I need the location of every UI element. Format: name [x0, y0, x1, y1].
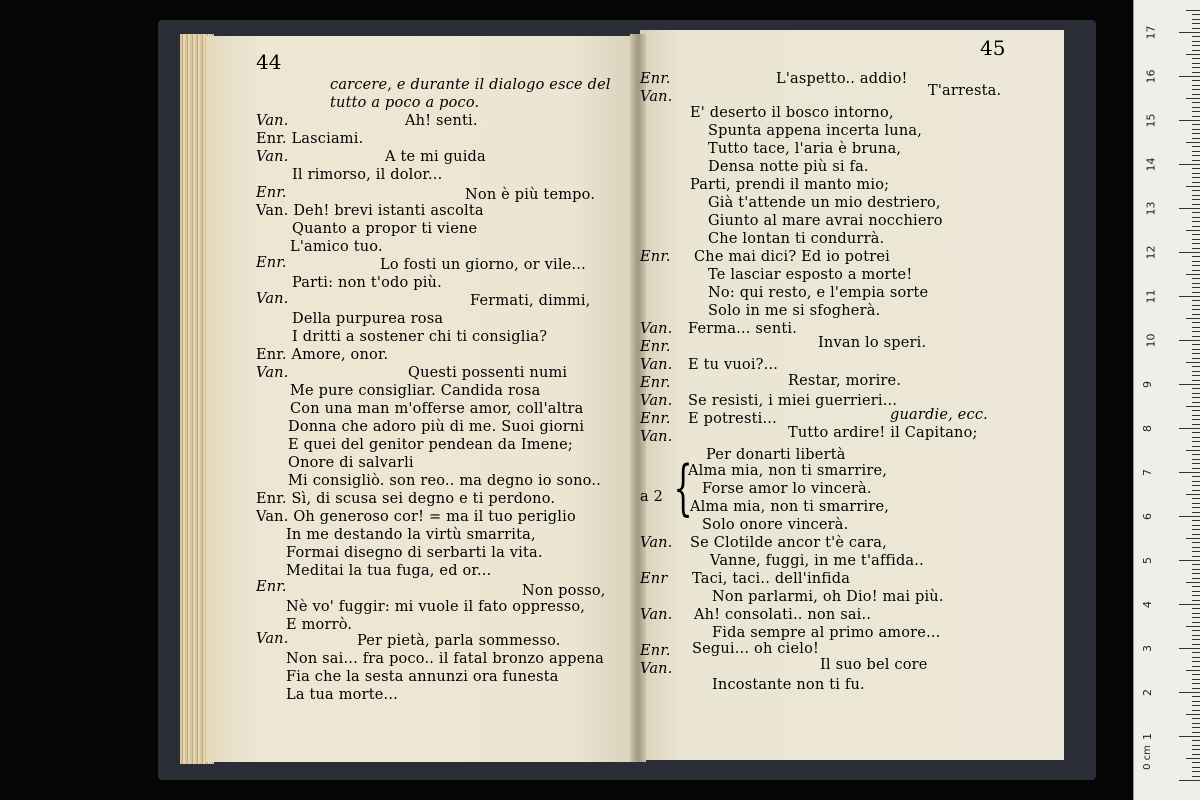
ruler-number: 11	[1144, 289, 1158, 304]
ruler-tick	[1179, 780, 1200, 781]
ruler-tick	[1186, 98, 1200, 99]
ruler-tick	[1192, 50, 1200, 51]
ruler-number: 2	[1141, 689, 1154, 696]
left_page-text-line: Il rimorso, il dolor...	[292, 167, 443, 183]
ruler-tick	[1192, 107, 1200, 108]
ruler-tick	[1192, 446, 1200, 447]
ruler-tick	[1192, 283, 1200, 284]
ruler-tick	[1192, 754, 1200, 755]
left_page-text-line: Van. Deh! brevi istanti ascolta	[256, 203, 484, 219]
ruler-tick	[1186, 582, 1200, 583]
right_page-text-line: Alma mia, non ti smarrire,	[690, 499, 890, 515]
ruler-tick	[1179, 208, 1200, 209]
right_page-text-line: E potresti...	[688, 411, 777, 427]
ruler-tick	[1192, 454, 1200, 455]
left_page-text-line: Van.	[256, 291, 289, 307]
ruler-tick	[1192, 415, 1200, 416]
ruler-tick	[1192, 503, 1200, 504]
ruler-tick	[1186, 274, 1200, 275]
ruler-tick	[1192, 221, 1200, 222]
ruler-tick	[1192, 551, 1200, 552]
left_page-text-line: Quanto a propor ti viene	[292, 221, 478, 237]
ruler-tick	[1192, 564, 1200, 565]
ruler-tick	[1192, 204, 1200, 205]
ruler-tick	[1192, 732, 1200, 733]
ruler-tick	[1192, 14, 1200, 15]
ruler-tick	[1179, 604, 1200, 605]
ruler-tick	[1192, 94, 1200, 95]
left_page-text-line: Della purpurea rosa	[292, 311, 444, 327]
ruler-tick	[1192, 124, 1200, 125]
right_page-text-line: Restar, morire.	[788, 373, 902, 389]
ruler-tick	[1186, 758, 1200, 759]
left_page-text-line: In me destando la virtù smarrita,	[286, 527, 536, 543]
ruler-tick	[1192, 173, 1200, 174]
ruler-number: 1	[1141, 733, 1154, 740]
left_page-text-line: Enr.	[256, 185, 287, 201]
ruler-tick	[1192, 102, 1200, 103]
ruler-tick	[1192, 45, 1200, 46]
ruler-tick	[1192, 573, 1200, 574]
left_page-text-line: tutto a poco a poco.	[330, 95, 480, 111]
ruler-tick	[1192, 327, 1200, 328]
ruler-tick	[1192, 727, 1200, 728]
left_page-text-line: Ah! senti.	[405, 113, 478, 129]
duet-label: a 2	[640, 489, 664, 505]
ruler-tick	[1192, 701, 1200, 702]
left_page-text-line: E quei del genitor pendean da Imene;	[288, 437, 573, 453]
ruler-tick	[1192, 476, 1200, 477]
ruler-tick	[1179, 120, 1200, 121]
ruler-tick	[1192, 138, 1200, 139]
left_page-text-line: Fia che la sesta annunzi ora funesta	[286, 669, 559, 685]
left_page-text-line: Enr.	[256, 579, 287, 595]
ruler-tick	[1192, 613, 1200, 614]
ruler-tick	[1192, 397, 1200, 398]
ruler-tick	[1192, 358, 1200, 359]
ruler-tick	[1192, 622, 1200, 623]
right_page-text-line: Se Clotilde ancor t'è cara,	[690, 535, 887, 551]
ruler-tick	[1192, 468, 1200, 469]
ruler-tick	[1192, 234, 1200, 235]
left_page-text-line: Parti: non t'odo più.	[292, 275, 442, 291]
ruler-tick	[1192, 490, 1200, 491]
ruler-tick	[1192, 80, 1200, 81]
ruler-tick	[1192, 688, 1200, 689]
right_page-text-line: Enr.	[640, 411, 671, 427]
ruler-tick	[1192, 67, 1200, 68]
right_page-text-line: Enr.	[640, 643, 671, 659]
ruler-tick	[1192, 217, 1200, 218]
left_page-text-line: Donna che adoro più di me. Suoi giorni	[288, 419, 585, 435]
ruler-number: 17	[1144, 25, 1158, 40]
left_page-text-line: Meditai la tua fuga, ed or...	[286, 563, 492, 579]
left_page-text-line: La tua morte...	[286, 687, 398, 703]
right_page-text-line: Se resisti, i miei guerrieri...	[688, 393, 898, 409]
left_page-text-line: A te mi guida	[385, 149, 486, 165]
right_page-text-line: Già t'attende un mio destriero,	[708, 195, 941, 211]
ruler-tick	[1192, 28, 1200, 29]
ruler-tick	[1192, 344, 1200, 345]
right_page-text-line: Segui... oh cielo!	[692, 641, 820, 657]
ruler-tick	[1192, 199, 1200, 200]
ruler-tick	[1192, 322, 1200, 323]
ruler-tick	[1192, 424, 1200, 425]
ruler-tick	[1179, 76, 1200, 77]
right_page-text-line: Vanne, fuggi, in me t'affida..	[710, 553, 924, 569]
right_page-text-line: Van.	[640, 357, 673, 373]
left_page-text-line: Non è più tempo.	[465, 187, 596, 203]
ruler-tick	[1192, 287, 1200, 288]
right_page-text-line: Enr	[640, 571, 668, 587]
ruler-tick	[1192, 749, 1200, 750]
ruler-tick	[1192, 41, 1200, 42]
right_page-text-line: Per donarti libertà	[706, 447, 846, 463]
ruler-tick	[1192, 190, 1200, 191]
left_page-text-line: Enr. Sì, di scusa sei degno e ti perdono.	[256, 491, 556, 507]
right_page-text-line: Van.	[640, 89, 673, 105]
ruler-tick	[1192, 239, 1200, 240]
right_page-text-line: Te lasciar esposto a morte!	[708, 267, 913, 283]
ruler-tick	[1192, 481, 1200, 482]
ruler-tick	[1192, 419, 1200, 420]
right_page-text-line: Van.	[640, 535, 673, 551]
ruler-tick	[1192, 116, 1200, 117]
right_page-text-line: Enr.	[640, 339, 671, 355]
ruler-tick	[1186, 142, 1200, 143]
left_page-text-line: Fermati, dimmi,	[470, 293, 591, 309]
ruler-unit-label: 0 cm	[1141, 745, 1153, 770]
ruler-tick	[1192, 745, 1200, 746]
ruler-tick	[1192, 256, 1200, 257]
ruler-tick	[1192, 639, 1200, 640]
right_page-text-line: Il suo bel core	[820, 657, 928, 673]
left_page-text-line: Formai disegno di serbarti la vita.	[286, 545, 543, 561]
ruler-tick	[1192, 182, 1200, 183]
ruler-tick	[1179, 516, 1200, 517]
ruler-tick	[1192, 36, 1200, 37]
ruler-number: 5	[1141, 557, 1154, 564]
ruler-tick	[1192, 366, 1200, 367]
ruler-tick	[1192, 696, 1200, 697]
ruler-tick	[1192, 556, 1200, 557]
ruler-tick	[1186, 714, 1200, 715]
ruler-tick	[1192, 542, 1200, 543]
ruler-tick	[1192, 617, 1200, 618]
ruler-tick	[1192, 644, 1200, 645]
ruler-tick	[1192, 666, 1200, 667]
right_page-text-line: No: qui resto, e l'empia sorte	[708, 285, 929, 301]
ruler-tick	[1186, 362, 1200, 363]
right_page-text-line: Invan lo speri.	[818, 335, 927, 351]
ruler-tick	[1192, 674, 1200, 675]
ruler-tick	[1192, 463, 1200, 464]
left_page-text-line: L'amico tuo.	[290, 239, 383, 255]
ruler-tick	[1192, 520, 1200, 521]
ruler-tick	[1192, 265, 1200, 266]
ruler-tick	[1192, 168, 1200, 169]
left_page-text-line: Van.	[256, 149, 289, 165]
ruler-tick	[1186, 494, 1200, 495]
right_page-text-line: Van.	[640, 429, 673, 445]
left_page-text-line: Van.	[256, 365, 289, 381]
right_page-text-line: Van.	[640, 661, 673, 677]
ruler-tick	[1179, 296, 1200, 297]
ruler-tick	[1192, 58, 1200, 59]
ruler-tick	[1192, 740, 1200, 741]
right_page-text-line: Van.	[640, 321, 673, 337]
ruler-tick	[1192, 243, 1200, 244]
ruler-tick	[1192, 380, 1200, 381]
ruler-tick	[1192, 586, 1200, 587]
right_page-text-line: Tutto ardire! il Capitano;	[788, 425, 978, 441]
left_page-text-line: Non sai... fra poco.. il fatal bronzo appena	[286, 651, 604, 667]
ruler-tick	[1186, 186, 1200, 187]
ruler-tick	[1192, 331, 1200, 332]
right_page-text-line: Densa notte più si fa.	[708, 159, 869, 175]
right_page-text-line: Tutto tace, l'aria è bruna,	[708, 141, 902, 157]
right_page-text-line: Non parlarmi, oh Dio! mai più.	[712, 589, 944, 605]
ruler-number: 15	[1144, 113, 1158, 128]
right_page-text-line: E' deserto il bosco intorno,	[690, 105, 894, 121]
ruler-number: 8	[1141, 425, 1154, 432]
ruler-tick	[1179, 252, 1200, 253]
ruler-tick	[1192, 661, 1200, 662]
ruler-tick	[1192, 529, 1200, 530]
ruler-number: 14	[1144, 157, 1158, 172]
ruler-tick	[1192, 718, 1200, 719]
ruler-tick	[1192, 292, 1200, 293]
left_page-text-line: Enr. Amore, onor.	[256, 347, 389, 363]
ruler-tick	[1179, 736, 1200, 737]
ruler-tick	[1186, 318, 1200, 319]
ruler-number: 10	[1144, 333, 1158, 348]
ruler-tick	[1192, 547, 1200, 548]
ruler-tick	[1192, 63, 1200, 64]
ruler-tick	[1179, 164, 1200, 165]
ruler-tick	[1192, 512, 1200, 513]
ruler-number: 13	[1144, 201, 1158, 216]
ruler-tick	[1192, 270, 1200, 271]
right_page-text-line: Enr.	[640, 375, 671, 391]
ruler-tick	[1192, 591, 1200, 592]
ruler-tick	[1192, 437, 1200, 438]
ruler-tick	[1179, 472, 1200, 473]
right_page-text-line: Che mai dici? Ed io potrei	[694, 249, 890, 265]
ruler-tick	[1192, 349, 1200, 350]
ruler-tick	[1186, 450, 1200, 451]
ruler-tick	[1192, 23, 1200, 24]
ruler-tick	[1192, 278, 1200, 279]
ruler-tick	[1179, 428, 1200, 429]
ruler-tick	[1179, 32, 1200, 33]
right_page-text-line: Giunto al mare avrai nocchiero	[708, 213, 943, 229]
ruler-tick	[1192, 723, 1200, 724]
ruler-tick	[1192, 432, 1200, 433]
ruler-tick	[1192, 652, 1200, 653]
ruler-tick	[1192, 226, 1200, 227]
right_page-text-line: Parti, prendi il manto mio;	[690, 177, 890, 193]
ruler-tick	[1186, 538, 1200, 539]
ruler-tick	[1192, 212, 1200, 213]
right_page-text-line: T'arresta.	[928, 83, 1002, 99]
right_page-text-line: Van.	[640, 607, 673, 623]
right_page-text-line: Solo in me si sfogherà.	[708, 303, 881, 319]
ruler-tick	[1186, 230, 1200, 231]
left_page-text-line: E morrò.	[286, 617, 353, 633]
ruler-tick	[1192, 762, 1200, 763]
left_page-text-line: Enr.	[256, 255, 287, 271]
ruler-tick	[1192, 72, 1200, 73]
right_page-text-line: Spunta appena incerta luna,	[708, 123, 923, 139]
left_page-text-line: Me pure consigliar. Candida rosa	[290, 383, 541, 399]
right_page-text-line: Fida sempre al primo amore...	[712, 625, 941, 641]
ruler-tick	[1192, 683, 1200, 684]
ruler-tick	[1192, 600, 1200, 601]
ruler-tick	[1192, 314, 1200, 315]
right_page-text-line: Enr.	[640, 71, 671, 87]
left_page-text-line: Onore di salvarli	[288, 455, 414, 471]
ruler-tick	[1192, 679, 1200, 680]
ruler-tick	[1192, 771, 1200, 772]
ruler-tick	[1192, 705, 1200, 706]
ruler-tick	[1192, 485, 1200, 486]
right-page-number: 45	[980, 36, 1006, 60]
ruler-tick	[1192, 160, 1200, 161]
left_page-text-line: Van. Oh generoso cor! = ma il tuo periglio	[256, 509, 576, 525]
ruler-tick	[1179, 692, 1200, 693]
ruler-tick	[1186, 670, 1200, 671]
measurement-ruler	[1133, 0, 1200, 800]
left_page-text-line: Van.	[256, 631, 289, 647]
ruler-tick	[1192, 85, 1200, 86]
ruler-tick	[1192, 710, 1200, 711]
ruler-tick	[1192, 146, 1200, 147]
ruler-number: 3	[1141, 645, 1154, 652]
ruler-tick	[1192, 525, 1200, 526]
ruler-tick	[1192, 569, 1200, 570]
ruler-tick	[1192, 498, 1200, 499]
left_page-text-line: I dritti a sostener chi ti consiglia?	[292, 329, 548, 345]
ruler-tick	[1192, 305, 1200, 306]
right_page-text-line: Ferma... senti.	[688, 321, 798, 337]
ruler-tick	[1192, 19, 1200, 20]
left_page-text-line: carcere, e durante il dialogo esce del	[330, 77, 611, 93]
ruler-tick	[1192, 393, 1200, 394]
ruler-tick	[1192, 300, 1200, 301]
right_page-text-line: Taci, taci.. dell'infida	[692, 571, 851, 587]
ruler-tick	[1179, 648, 1200, 649]
ruler-tick	[1186, 54, 1200, 55]
ruler-tick	[1192, 657, 1200, 658]
ruler-tick	[1192, 635, 1200, 636]
ruler-tick	[1192, 371, 1200, 372]
ruler-number: 7	[1141, 469, 1154, 476]
ruler-tick	[1192, 155, 1200, 156]
right_page-text-line: E tu vuoi?...	[688, 357, 779, 373]
ruler-tick	[1192, 507, 1200, 508]
right_page-text-line: L'aspetto.. addio!	[776, 71, 908, 87]
ruler-tick	[1192, 375, 1200, 376]
right_page-text-line: Incostante non ti fu.	[712, 677, 865, 693]
ruler-tick	[1179, 384, 1200, 385]
ruler-number: 12	[1144, 245, 1158, 260]
ruler-tick	[1179, 340, 1200, 341]
ruler-tick	[1192, 410, 1200, 411]
right_page-text-line: Che lontan ti condurrà.	[708, 231, 885, 247]
brace-glyph: {	[673, 453, 693, 523]
ruler-tick	[1192, 353, 1200, 354]
left_page-text-line: Per pietà, parla sommesso.	[357, 633, 561, 649]
right_page-text-line: guardie, ecc.	[890, 407, 988, 423]
ruler-tick	[1192, 441, 1200, 442]
left_page-text-line: Non posso,	[522, 583, 606, 599]
ruler-tick	[1192, 388, 1200, 389]
ruler-tick	[1192, 459, 1200, 460]
ruler-number: 9	[1141, 381, 1154, 388]
right_page-text-line: Forse amor lo vincerà.	[702, 481, 872, 497]
left_page-text-line: Mi consigliò. son reo.. ma degno io sono..	[288, 473, 601, 489]
ruler-tick	[1192, 111, 1200, 112]
ruler-tick	[1192, 151, 1200, 152]
right_page-text-line: Ah! consolati.. non sai..	[694, 607, 872, 623]
ruler-tick	[1192, 248, 1200, 249]
ruler-tick	[1192, 595, 1200, 596]
ruler-tick	[1192, 129, 1200, 130]
ruler-tick	[1192, 402, 1200, 403]
left_page-text-line: Questi possenti numi	[408, 365, 568, 381]
ruler-number: 6	[1141, 513, 1154, 520]
ruler-tick	[1192, 261, 1200, 262]
left_page-text-line: Nè vo' fuggir: mi vuole il fato oppresso,	[286, 599, 586, 615]
ruler-tick	[1192, 195, 1200, 196]
ruler-tick	[1192, 336, 1200, 337]
ruler-number: 16	[1144, 69, 1158, 84]
ruler-number: 4	[1141, 601, 1154, 608]
right_page-text-line: Alma mia, non ti smarrire,	[688, 463, 888, 479]
ruler-tick	[1192, 767, 1200, 768]
ruler-tick	[1192, 630, 1200, 631]
right_page-text-line: Van.	[640, 393, 673, 409]
left_page-text-line: Van.	[256, 113, 289, 129]
left_page-text-line: Enr. Lasciami.	[256, 131, 364, 147]
ruler-tick	[1192, 177, 1200, 178]
ruler-tick	[1186, 626, 1200, 627]
ruler-tick	[1179, 560, 1200, 561]
ruler-tick	[1192, 534, 1200, 535]
ruler-tick	[1186, 10, 1200, 11]
right_page-text-line: Enr.	[640, 249, 671, 265]
ruler-tick	[1192, 578, 1200, 579]
ruler-tick	[1192, 608, 1200, 609]
left-page-number: 44	[256, 50, 282, 74]
ruler-tick	[1192, 309, 1200, 310]
ruler-tick	[1192, 89, 1200, 90]
ruler-tick	[1192, 776, 1200, 777]
right_page-text-line: Solo onore vincerà.	[702, 517, 849, 533]
ruler-tick	[1192, 133, 1200, 134]
left_page-text-line: Con una man m'offerse amor, coll'altra	[290, 401, 584, 417]
ruler-tick	[1186, 406, 1200, 407]
left_page-text-line: Lo fosti un giorno, or vile...	[380, 257, 586, 273]
